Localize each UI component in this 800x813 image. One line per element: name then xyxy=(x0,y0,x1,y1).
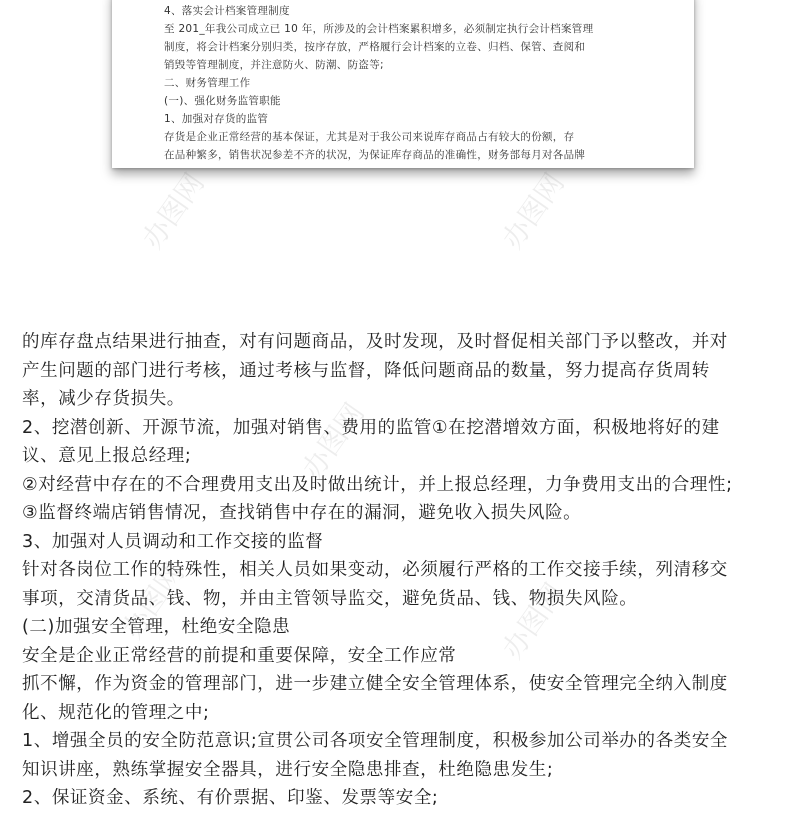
text-line: 1、增强全员的安全防范意识;宣贯公司各项安全管理制度，积极参加公司举办的各类安全 xyxy=(22,731,729,751)
text-line: 率，减少存货损失。 xyxy=(22,389,185,409)
preview-line: 二、财务管理工作 xyxy=(164,77,251,89)
watermark: 办图网 xyxy=(495,576,571,665)
preview-line: (一)、强化财务监管职能 xyxy=(164,95,281,107)
text-line: ③监督终端店销售情况，查找销售中存在的漏洞，避免收入损失风险。 xyxy=(22,503,582,523)
text-line: 知识讲座，熟练掌握安全器具，进行安全隐患排查，杜绝隐患发生; xyxy=(22,759,554,780)
preview-line: 存货是企业正常经营的基本保证，尤其是对于我公司来说库存商品占有较大的份额，存 xyxy=(164,131,575,143)
preview-line: 1、加强对存货的监管 xyxy=(164,113,269,125)
text-line: 2、保证资金、系统、有价票据、印鉴、发票等安全; xyxy=(22,788,439,808)
text-line: 针对各岗位工作的特殊性，相关人员如果变动，必须履行严格的工作交接手续，列清移交 xyxy=(22,560,728,580)
preview-text-block xyxy=(164,0,664,164)
text-line: 的库存盘点结果进行抽查，对有问题商品，及时发现，及时督促相关部门予以整改，并对 xyxy=(22,332,728,352)
text-line: ②对经营中存在的不合理费用支出及时做出统计，并上报总经理，力争费用支出的合理性; xyxy=(22,474,733,495)
preview-line: 在品种繁多，销售状况参差不齐的状况，为保证库存商品的准确性，财务部每月对各品牌 xyxy=(164,149,586,161)
watermark: 办图网 xyxy=(495,166,571,255)
preview-line: 销毁等管理制度，并注意防火、防潮、防盗等; xyxy=(164,59,384,71)
preview-line: 制度，将会计档案分别归类，按序存放，严格履行会计档案的立卷、归档、保管、查阅和 xyxy=(164,41,586,53)
body-text xyxy=(22,328,782,813)
watermark: 办图网 xyxy=(135,166,211,255)
text-line: 抓不懈，作为资金的管理部门，进一步建立健全安全管理体系，使安全管理完全纳入制度 xyxy=(22,674,728,694)
preview-line: 至 201_年我公司成立已 10 年，所涉及的会计档案累积增多，必须制定执行会计档案管理 xyxy=(164,23,594,35)
text-line: 2、挖潜创新、开源节流，加强对销售、费用的监管①在挖潜增效方面，积极地将好的建 xyxy=(22,417,720,438)
text-line: 议、意见上报总经理; xyxy=(22,446,192,466)
text-line: 事项，交清货品、钱、物，并由主管领导监交，避免货品、钱、物损失风险。 xyxy=(22,588,638,609)
text-line: 3、加强对人员调动和工作交接的监督 xyxy=(22,531,324,552)
preview-line: 4、落实会计档案管理制度 xyxy=(164,5,290,17)
watermark: 办图网 xyxy=(295,396,371,485)
text-line: 化、规范化的管理之中; xyxy=(22,702,210,723)
text-line: 安全是企业正常经营的前提和重要保障，安全工作应常 xyxy=(22,645,457,666)
watermark: 办图网 xyxy=(115,556,191,645)
text-line: (二)加强安全管理，杜绝安全隐患 xyxy=(22,617,291,637)
text-line: 产生问题的部门进行考核，通过考核与监督，降低问题商品的数量，努力提高存货周转 xyxy=(22,360,710,381)
document-page-preview xyxy=(112,0,694,168)
